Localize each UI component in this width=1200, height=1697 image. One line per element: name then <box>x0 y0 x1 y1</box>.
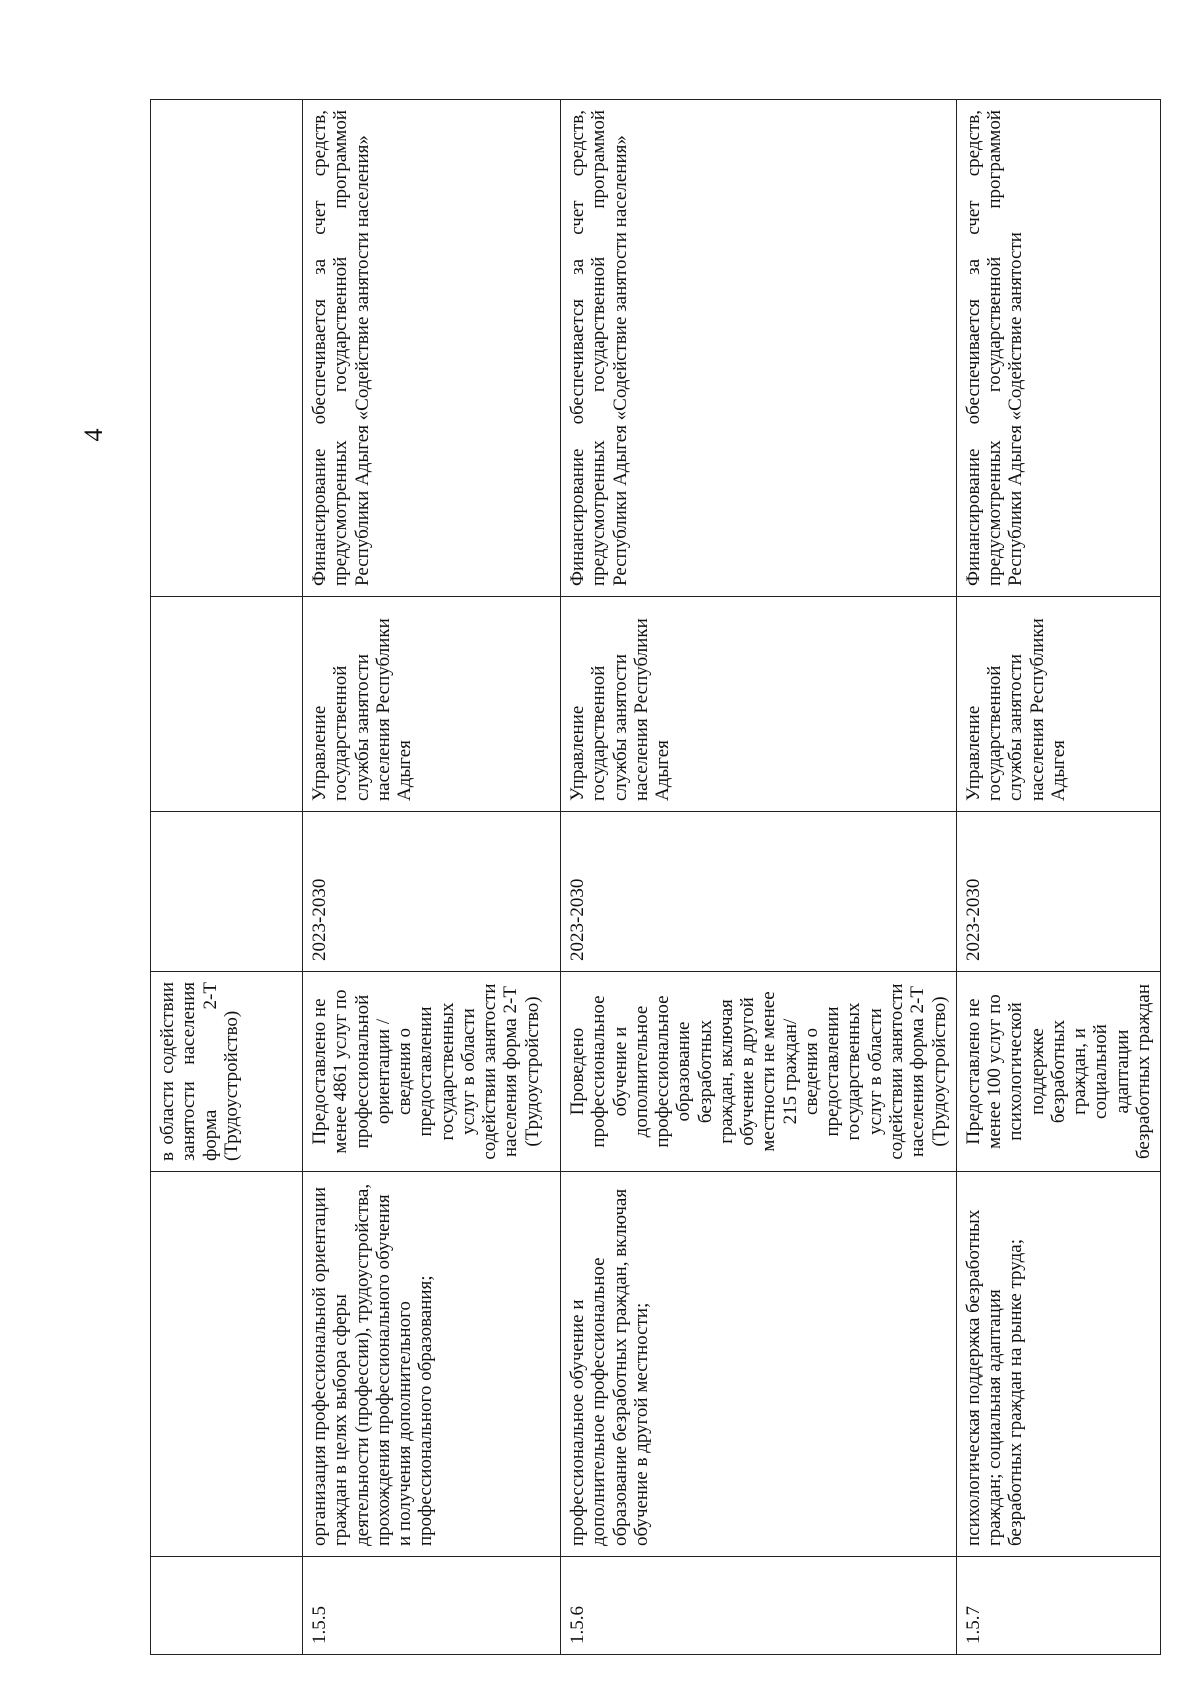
rotated-page-content <box>150 100 1154 1655</box>
table-row <box>956 100 1160 1655</box>
cell-period: 2023-2030 <box>956 812 1160 972</box>
cell-num: 1.5.6 <box>561 1557 957 1655</box>
cell-indicator: Предоставлено не менее 4861 услуг по профессиональной ориентации / сведения о предоставлении государственных услуг в области содействии занятости населения форма 2-Т (Трудоустройство) <box>303 972 561 1172</box>
cell-period: 2023-2030 <box>303 812 561 972</box>
cell-executor: Управление государственной службы занятости населения Республики Адыгея <box>956 597 1160 812</box>
cell-executor <box>151 597 303 812</box>
cell-indicator: Предоставлено не менее 100 услуг по психологической поддержке безработных граждан, и социальной адаптации безработных граждан <box>956 972 1160 1172</box>
cell-activity: психологическая поддержка безработных граждан; социальная адаптация безработных граждан на рынке труда; <box>956 1172 1160 1557</box>
cell-activity: профессиональное обучение и дополнительное профессиональное образование безработных граждан, включая обучение в другой местности; <box>561 1172 957 1557</box>
table-row <box>561 100 957 1655</box>
page-number: 4 <box>79 428 108 442</box>
cell-executor: Управление государственной службы занятости населения Республики Адыгея <box>561 597 957 812</box>
cell-period: 2023-2030 <box>561 812 957 972</box>
cell-num <box>151 1557 303 1655</box>
cell-financing <box>151 100 303 597</box>
cell-activity: организация профессиональной ориентации граждан в целях выбора сферы деятельности (профессии), трудоустройства, прохождения профессионального обучения и получения дополнительного профессионального образования; <box>303 1172 561 1557</box>
table-row <box>303 100 561 1655</box>
cell-financing: Финансирование обеспечивается за счет средств, предусмотренных государственной программой Республики Адыгея «Содействие занятости населения» <box>303 100 561 597</box>
cell-executor: Управление государственной службы занятости населения Республики Адыгея <box>303 597 561 812</box>
cell-num: 1.5.7 <box>956 1557 1160 1655</box>
table-row-continued <box>151 100 303 1655</box>
cell-activity <box>151 1172 303 1557</box>
measures-table <box>150 99 1161 1655</box>
cell-indicator: в области содействии занятости населения форма 2-Т (Трудоустройство) <box>151 972 303 1172</box>
cell-period <box>151 812 303 972</box>
cell-indicator: Проведено профессиональное обучение и дополнительное профессиональное образование безработных граждан, включая обучение в другой местности не менее 215 граждан/ сведения о предоставлении государственных услуг в области содействии занятости населения форма 2-Т (Трудоустройство) <box>561 972 957 1172</box>
cell-num: 1.5.5 <box>303 1557 561 1655</box>
cell-financing: Финансирование обеспечивается за счет средств, предусмотренных государственной программой Республики Адыгея «Содействие занятости населения» <box>561 100 957 597</box>
cell-financing: Финансирование обеспечивается за счет средств, предусмотренных государственной программой Республики Адыгея «Содействие занятости <box>956 100 1160 597</box>
